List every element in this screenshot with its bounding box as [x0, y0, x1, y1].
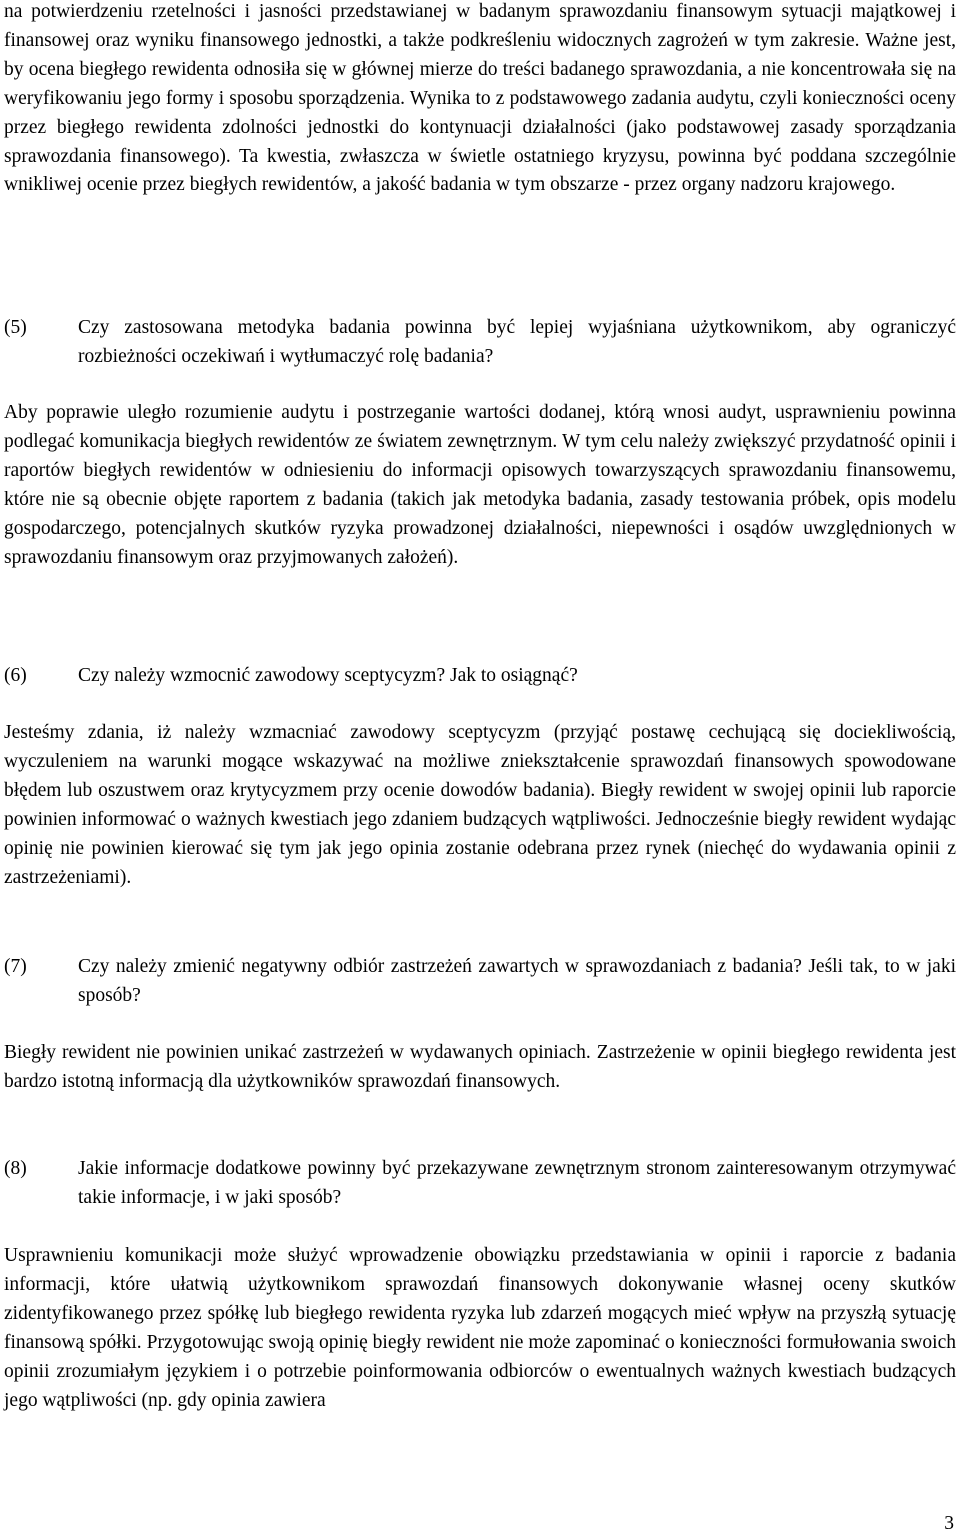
question-6-number: (6): [4, 665, 27, 686]
question-7-number: (7): [4, 956, 27, 977]
question-8-number: (8): [4, 1158, 27, 1179]
question-5-number: (5): [4, 317, 27, 338]
question-6: [4, 662, 956, 691]
answer-6-block: [4, 719, 956, 892]
answer-8-block: [4, 1242, 956, 1415]
question-5: [4, 314, 956, 372]
answer-5-block: [4, 399, 956, 572]
intro-paragraph: na potwierdzeniu rzetelności i jasności przedstawianej w badanym sprawozdaniu finansowym sytuacji majątkowej i finansowej oraz wyniku finansowego jednostki, a także podkreśleniu widocznych zagrożeń w tym zakresie. Ważne jest, by ocena biegłego rewidenta odnosiła się w głównej mierze do treści badanego sprawozdania, a nie koncentrowała się na weryfikowaniu jego formy i sposobu sporządzenia. Wynika to z podstawowego zadania audytu, czyli konieczności oceny przez biegłego rewidenta zdolności jednostki do kontynuacji działalności (jako podstawowej zasady sporządzania sprawozdania finansowego). Ta kwestia, zwłaszcza w świetle ostatniego kryzysu, powinna być poddana szczególnie wnikliwej ocenie przez biegłych rewidentów, a jakość badania w tym obszarze - przez organy nadzoru krajowego.: [4, 1, 956, 196]
question-7-text: Czy należy zmienić negatywny odbiór zastrzeżeń zawartych w sprawozdaniach z badania? Jeśli tak, to w jaki sposób?: [78, 956, 956, 1006]
answer-7-paragraph: Biegły rewident nie powinien unikać zastrzeżeń w wydawanych opiniach. Zastrzeżenie w opinii biegłego rewidenta jest bardzo istotną informacją dla użytkowników sprawozdań finansowych.: [4, 1042, 956, 1092]
question-8-text: Jakie informacje dodatkowe powinny być przekazywane zewnętrznym stronom zainteresowanym otrzymywać takie informacje, i w jaki sposób?: [78, 1158, 956, 1208]
question-6-text: Czy należy wzmocnić zawodowy sceptycyzm? Jak to osiągnąć?: [78, 665, 578, 686]
page-number: 3: [944, 1513, 954, 1534]
answer-5-paragraph: Aby poprawie uległo rozumienie audytu i postrzeganie wartości dodanej, którą wnosi audyt, usprawnieniu powinna podlegać komunikacja biegłych rewidentów ze światem zewnętrznym. W tym celu należy zwiększyć przydatność opinii i raportów biegłych rewidentów w odniesieniu do informacji opisowych towarzyszących sprawozdaniu finansowemu, które nie są obecnie objęte raportem z badania (takich jak metodyka badania, zasady testowania próbek, opis modelu gospodarczego, potencjalnych skutków ryzyka prowadzonej działalności, niepewności i osądów uwzględnionych w sprawozdaniu finansowym oraz przyjmowanych założeń).: [4, 402, 956, 568]
answer-8-paragraph: Usprawnieniu komunikacji może służyć wprowadzenie obowiązku przedstawiania w opinii i raporcie z badania informacji, które ułatwią użytkownikom sprawozdań finansowych dokonywanie własnej oceny skutków zidentyfikowanego przez spółkę lub biegłego rewidenta ryzyka lub zdarzeń mogących mieć wpływ na przyszłą sytuację finansową spółki. Przygotowując swoją opinię biegły rewident nie może zapominać o konieczności formułowania swoich opinii zrozumiałym językiem i o potrzebie poinformowania odbiorców o ewentualnych ważnych kwestiach budzących jego wątpliwości (np. gdy opinia zawiera: [4, 1245, 956, 1411]
answer-6-paragraph: Jesteśmy zdania, iż należy wzmacniać zawodowy sceptycyzm (przyjąć postawę cechującą się dociekliwością, wyczuleniem na warunki mogące wskazywać na możliwe zniekształcenie sprawozdań finansowych spowodowane błędem lub oszustwem oraz krytycyzmem przy ocenie dowodów badania). Biegły rewident w swojej opinii lub raporcie powinien informować o ważnych kwestiach jego zdaniem budzących wątpliwości. Jednocześnie biegły rewident wydając opinię nie powinien kierować się tym jak jego opinia zostanie odebrana przez rynek (niechęć do wydawania opinii z zastrzeżeniami).: [4, 722, 956, 888]
question-8: [4, 1155, 956, 1213]
answer-7-block: [4, 1039, 956, 1097]
question-7: [4, 953, 956, 1011]
intro-paragraph-block: [4, 0, 956, 200]
question-5-text: Czy zastosowana metodyka badania powinna być lepiej wyjaśniana użytkownikom, aby ograniczyć rozbieżności oczekiwań i wytłumaczyć rolę badania?: [78, 317, 956, 367]
